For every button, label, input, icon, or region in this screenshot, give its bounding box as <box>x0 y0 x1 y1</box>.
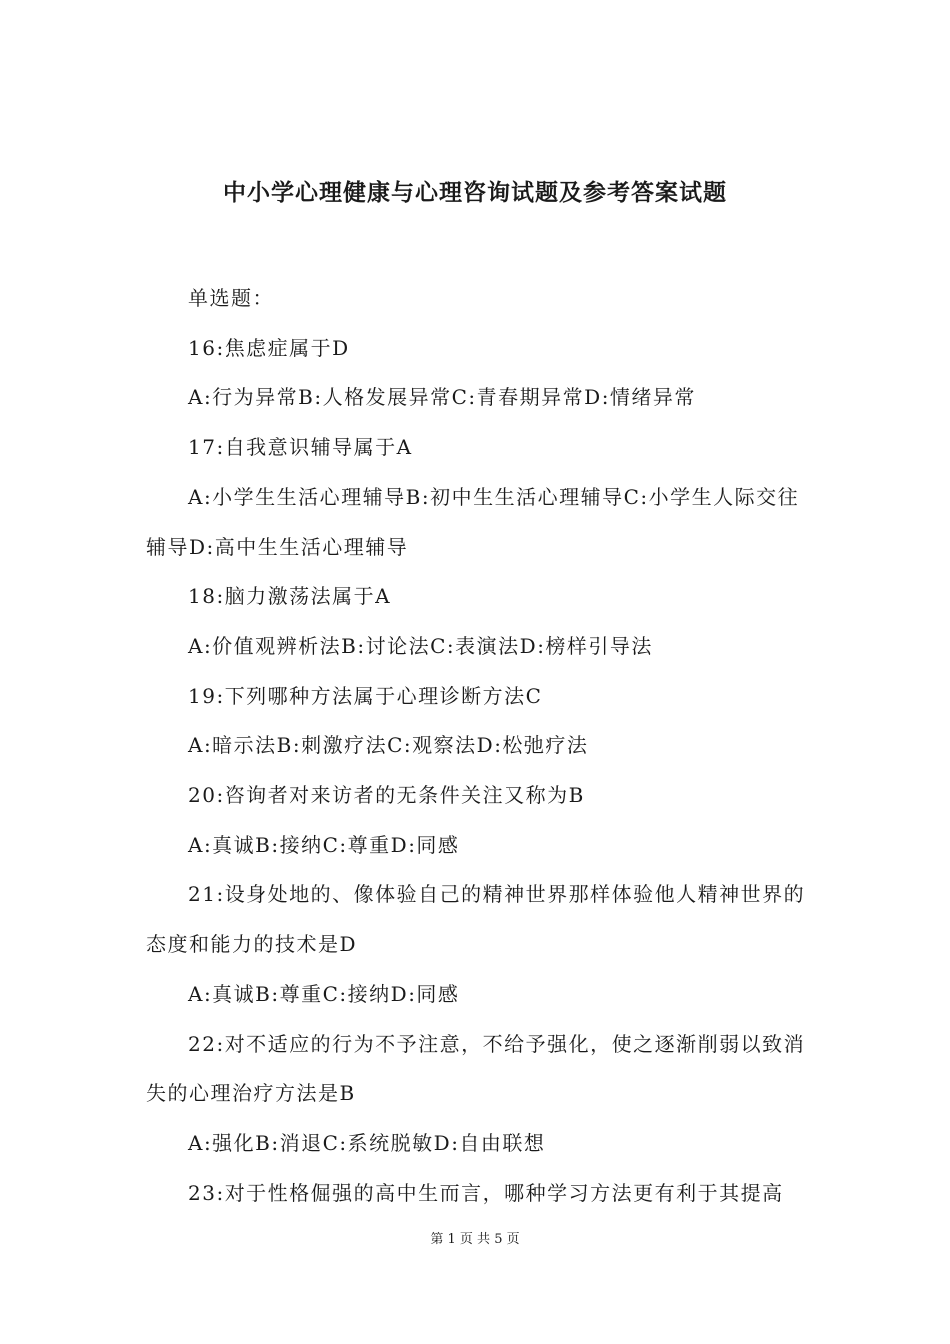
question-17: 17:自我意识辅导属于A <box>188 435 413 460</box>
question-20: 20:咨询者对来访者的无条件关注又称为B <box>188 783 585 808</box>
options-21: A:真诚B:尊重C:接纳D:同感 <box>188 981 460 1006</box>
section-heading: 单选题： <box>188 286 274 310</box>
options-17: A:小学生生活心理辅导B:初中生生活心理辅导C:小学生人际交往辅导D:高中生生活心理辅导 <box>146 484 800 559</box>
options-20: A:真诚B:接纳C:尊重D:同感 <box>188 832 460 857</box>
document-body <box>146 274 810 1218</box>
document-title: 中小学心理健康与心理咨询试题及参考答案试题 <box>223 179 727 206</box>
question-18: 18:脑力激荡法属于A <box>188 584 392 609</box>
question-23: 23:对于性格倔强的高中生而言，哪种学习方法更有利于其提高 <box>188 1180 784 1205</box>
options-22: A:强化B:消退C:系统脱敏D:自由联想 <box>188 1130 546 1155</box>
question-19: 19:下列哪种方法属于心理诊断方法C <box>188 683 543 708</box>
options-16: A:行为异常B:人格发展异常C:青春期异常D:情绪异常 <box>188 385 696 410</box>
question-22: 22:对不适应的行为不予注意，不给予强化，使之逐渐削弱以致消失的心理治疗方法是B <box>146 1031 806 1106</box>
question-16: 16:焦虑症属于D <box>188 335 350 360</box>
options-19: A:暗示法B:刺激疗法C:观察法D:松弛疗法 <box>188 733 589 758</box>
question-21: 21:设身处地的、像体验自己的精神世界那样体验他人精神世界的态度和能力的技术是D <box>146 882 806 957</box>
options-18: A:价值观辨析法B:讨论法C:表演法D:榜样引导法 <box>188 633 653 658</box>
page-footer: 第 1 页 共 5 页 <box>430 1232 520 1247</box>
